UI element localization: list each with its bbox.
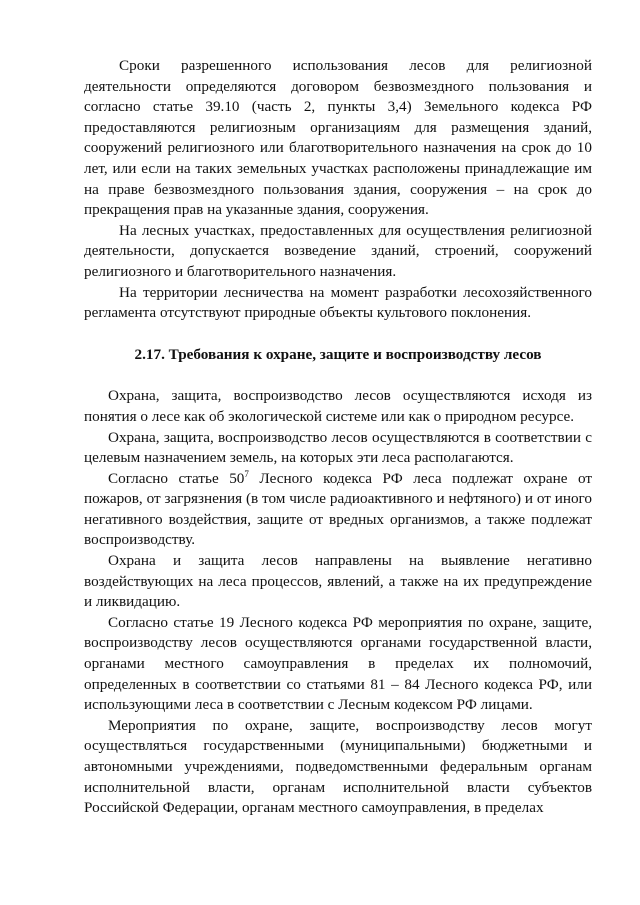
paragraph-religious-use-terms: Сроки разрешенного использования лесов для религиозной деятельности определяются договором безвозмездного пользования и согласно статье 39.10 (часть 2, пункты 3,4) Земельного кодекса РФ предоставляются религиозным организациям для размещения зданий, сооружений религиозного или благотворительного назначения на срок до 10 лет, или если на таких земельных участках расположены принадлежащие им на праве безвозмездного пользования здания, сооружения – на срок до прекращения прав на указанные здания, сооружения. (84, 57, 592, 219)
section-heading: 2.17. Требования к охране, защите и воспроизводству лесов (134, 345, 542, 363)
paragraph-institutions: Мероприятия по охране, защите, воспроизводству лесов могут осуществляться государственными (муниципальными) бюджетными и автономными учреждениями, подведомственными федеральным органам исполнительной власти, органам исполнительной власти субъектов Российской Федерации, органам местного самоуправления, в пределах (84, 716, 592, 817)
article-text-before: Согласно статье 50 (108, 469, 245, 487)
article-superscript: 7 (244, 468, 249, 479)
spacer (84, 324, 592, 345)
paragraph-article-50-7 (84, 469, 592, 551)
paragraph-protection-purpose: Охрана, защита, воспроизводство лесов осуществляются в соответствии с целевым назначением земель, на которых эти леса располагаются. (84, 428, 592, 467)
paragraph-cult-objects: На территории лесничества на момент разработки лесохозяйственного регламента отсутствуют природные объекты культового поклонения. (84, 283, 592, 322)
paragraph-religious-construction: На лесных участках, предоставленных для осуществления религиозной деятельности, допускается возведение зданий, строений, сооружений религиозного и благотворительного назначения. (84, 221, 592, 280)
paragraph-article-19: Согласно статье 19 Лесного кодекса РФ мероприятия по охране, защите, воспроизводству лесов осуществляются органами государственной власти, органами местного самоуправления в пределах их полномочий, определенных в соответствии со статьями 81 – 84 Лесного кодекса РФ, или использующими леса в соответствии с Лесным кодексом РФ лицами. (84, 613, 592, 714)
spacer (84, 365, 592, 386)
paragraph-protection-concept: Охрана, защита, воспроизводство лесов осуществляются исходя из понятия о лесе как об экологической системе или как о природном ресурсе. (84, 387, 592, 425)
article-text-after: Лесного кодекса РФ леса подлежат охране от пожаров, от загрязнения (в том числе радиоактивного и нефтяного) и от иного негативного воздействия, защите от вредных организмов, а также подлежат воспроизводству. (84, 469, 592, 549)
paragraph-negative-impact: Охрана и защита лесов направлены на выявление негативно воздействующих на леса процессов, явлений, а также на их предупреждение и ликвидацию. (84, 552, 592, 611)
document-page (84, 56, 592, 819)
